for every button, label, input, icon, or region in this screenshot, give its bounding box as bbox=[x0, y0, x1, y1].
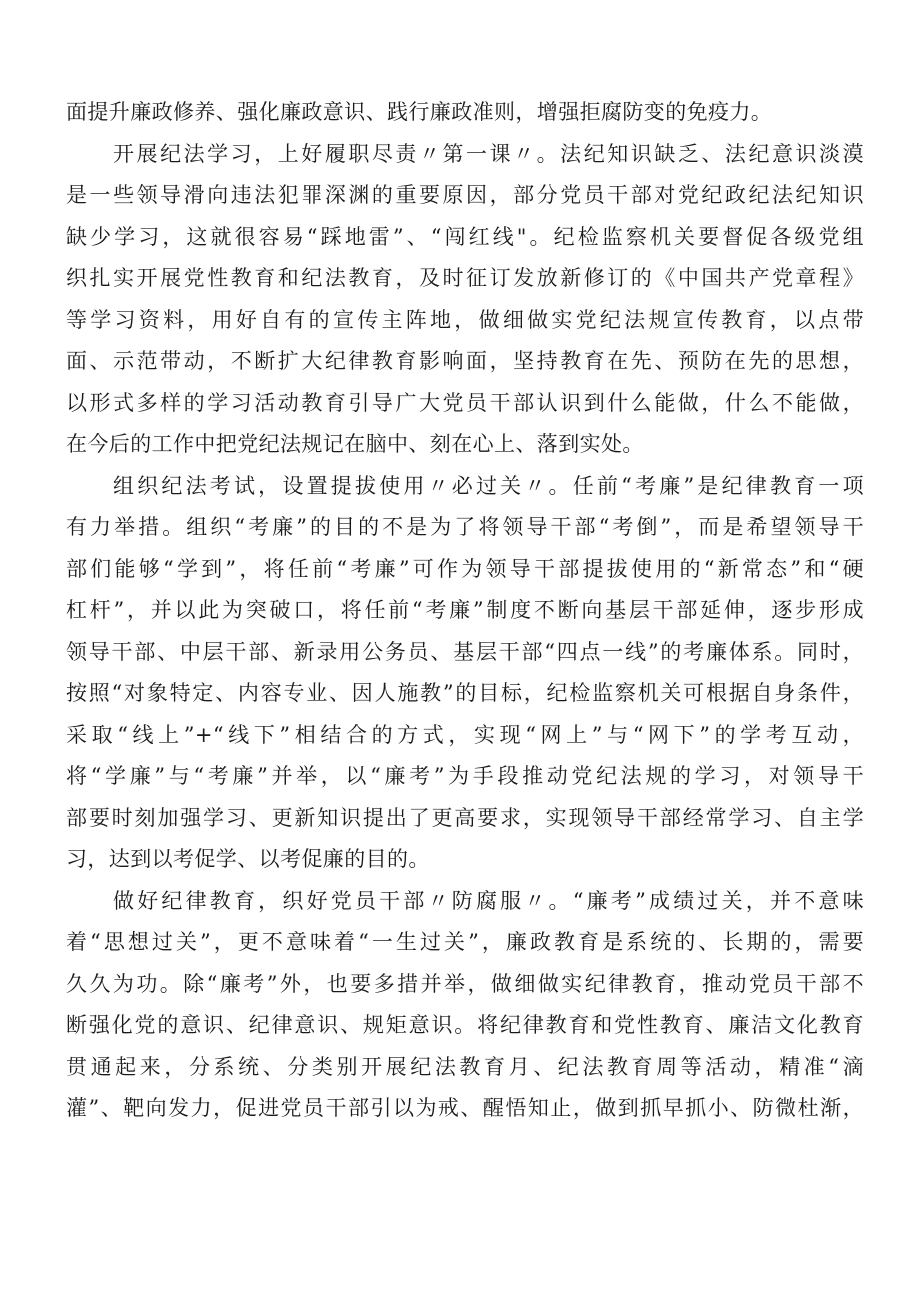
text-line: 组织纪法考试，设置提拔使用〃必过关〃。任前“考廉”是纪律教育一项 bbox=[113, 473, 864, 498]
text-line: 断强化党的意识、纪律意识、规矩意识。将纪律教育和党性教育、廉洁文化教育 bbox=[66, 1013, 864, 1037]
text-line: 习，达到以考促学、以考促廉的目的。 bbox=[66, 847, 430, 871]
document-body bbox=[66, 92, 864, 1130]
text-line: 杠杆”，并以此为突破口，将任前“考廉”制度不断向基层干部延伸，逐步形成 bbox=[66, 598, 864, 622]
text-line: 着“思想过关”，更不意味着“一生过关”，廉政教育是系统的、长期的，需要 bbox=[66, 930, 864, 954]
text-line: 面、示范带动，不断扩大纪律教育影响面，坚持教育在先、预防在先的思想， bbox=[66, 349, 864, 373]
text-line: 有力举措。组织“考廉”的目的不是为了将领导干部“考倒”，而是希望领导干 bbox=[66, 515, 864, 539]
text-line: 织扎实开展党性教育和纪法教育，及时征订发放新修订的《中国共产党章程》 bbox=[66, 266, 864, 290]
paragraph bbox=[66, 134, 864, 466]
paragraph bbox=[66, 881, 864, 1130]
text-line: 将“学廉”与“考廉”并举，以“廉考”为手段推动党纪法规的学习，对领导干 bbox=[66, 764, 864, 788]
text-line: 面提升廉政修养、强化廉政意识、践行廉政准则，增强拒腐防变的免疫力。 bbox=[66, 100, 773, 124]
text-line: 灌”、靶向发力，促进党员干部引以为戒、醒悟知止，做到抓早抓小、防微杜渐， bbox=[66, 1096, 864, 1120]
text-line: 缺少学习，这就很容易“踩地雷”、“闯红线"。纪检监察机关要督促各级党组 bbox=[66, 224, 864, 249]
text-line: 等学习资料，用好自有的宣传主阵地，做细做实党纪法规宣传教育，以点带 bbox=[66, 307, 864, 332]
text-line: 领导干部、中层干部、新录用公务员、基层干部“四点一线”的考廉体系。同时， bbox=[66, 639, 864, 664]
paragraph bbox=[66, 466, 864, 881]
text-line: 在今后的工作中把党纪法规记在脑中、刻在心上、落到实处。 bbox=[66, 432, 644, 456]
text-line: 久久为功。除“廉考”外，也要多措并举，做细做实纪律教育，推动党员干部不 bbox=[66, 971, 864, 996]
text-line: 做好纪律教育，织好党员干部〃防腐服〃。“廉考”成绩过关，并不意味 bbox=[113, 888, 864, 913]
text-line: 按照“对象特定、内容专业、因人施教”的目标，纪检监察机关可根据自身条件， bbox=[66, 681, 864, 705]
text-line: 是一些领导滑向违法犯罪深渊的重要原因，部分党员干部对党纪政纪法纪知识 bbox=[66, 183, 864, 207]
text-line: 部要时刻加强学习、更新知识提出了更高要求，实现领导干部经常学习、自主学 bbox=[66, 805, 864, 830]
text-line: 部们能够“学到”，将任前“考廉”可作为领导干部提拔使用的“新常态”和“硬 bbox=[66, 556, 864, 581]
text-line: 以形式多样的学习活动教育引导广大党员干部认识到什么能做，什么不能做， bbox=[66, 390, 864, 415]
text-line: 贯通起来，分系统、分类别开展纪法教育月、纪法教育周等活动，精准“滴 bbox=[66, 1054, 864, 1079]
text-line: 开展纪法学习，上好履职尽责〃第一课〃。法纪知识缺乏、法纪意识淡漠 bbox=[113, 141, 864, 166]
text-line: 采取“线上”+“线下”相结合的方式，实现“网上”与“网下”的学考互动， bbox=[66, 722, 864, 747]
paragraph bbox=[66, 92, 864, 134]
